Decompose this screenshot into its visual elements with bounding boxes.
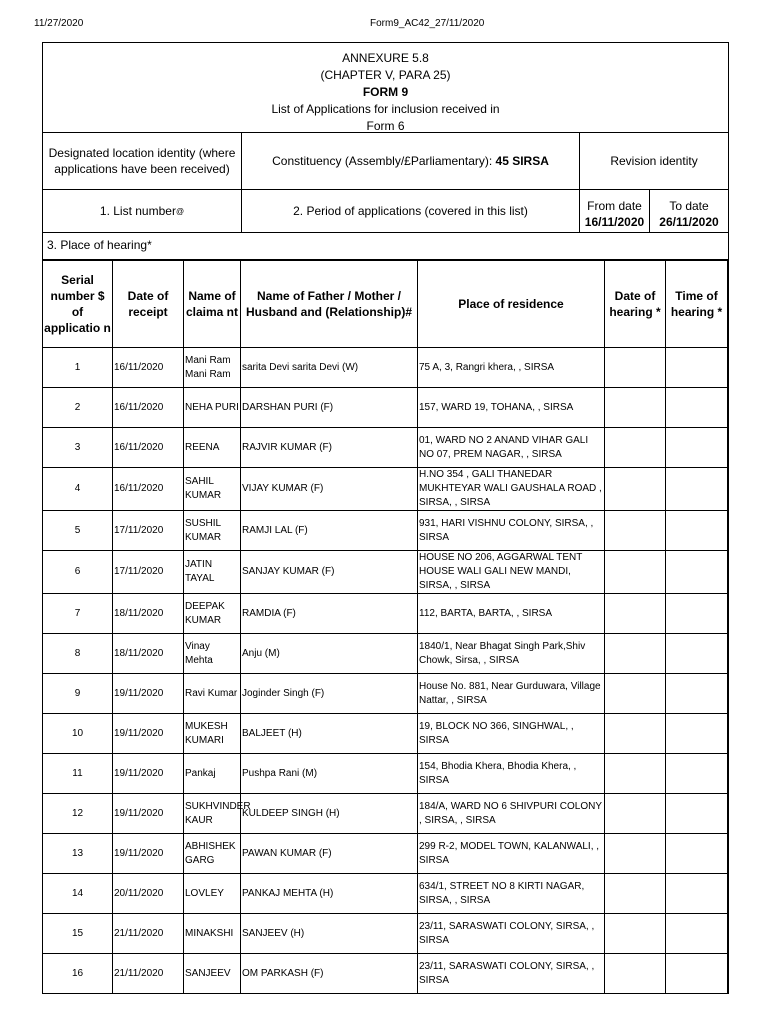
- relation-cell: PANKAJ MEHTA (H): [241, 874, 418, 914]
- claimant-name-cell: DEEPAK KUMAR: [184, 594, 241, 634]
- residence-cell: 19, BLOCK NO 366, SINGHWAL, , SIRSA: [418, 714, 605, 754]
- date-hearing-cell: [605, 834, 666, 874]
- date-receipt-cell: 19/11/2020: [113, 754, 184, 794]
- date-hearing-cell: [605, 634, 666, 674]
- claimant-name-cell: NEHA PURI: [184, 388, 241, 428]
- date-hearing-cell: [605, 428, 666, 468]
- col-date-receipt: Date of receipt: [113, 261, 184, 348]
- date-receipt-cell: 21/11/2020: [113, 954, 184, 994]
- time-hearing-cell: [666, 348, 728, 388]
- constituency-label: Constituency (Assembly/£Parliamentary):: [272, 154, 493, 168]
- date-hearing-cell: [605, 674, 666, 714]
- residence-cell: 112, BARTA, BARTA, , SIRSA: [418, 594, 605, 634]
- col-relation: Name of Father / Mother / Husband and (Relationship)#: [241, 261, 418, 348]
- claimant-name-cell: Ravi Kumar: [184, 674, 241, 714]
- table-row: [43, 511, 728, 551]
- serial-cell: 10: [43, 714, 113, 754]
- list-number-label: 1. List number: [99, 204, 176, 218]
- serial-cell: 6: [43, 551, 113, 594]
- relation-cell: RAJVIR KUMAR (F): [241, 428, 418, 468]
- serial-cell: 12: [43, 794, 113, 834]
- date-receipt-cell: 19/11/2020: [113, 834, 184, 874]
- place-of-hearing: 3. Place of hearing*: [43, 233, 728, 260]
- date-hearing-cell: [605, 348, 666, 388]
- time-hearing-cell: [666, 428, 728, 468]
- serial-cell: 1: [43, 348, 113, 388]
- date-receipt-cell: 17/11/2020: [113, 551, 184, 594]
- serial-cell: 5: [43, 511, 113, 551]
- table-row: [43, 714, 728, 754]
- time-hearing-cell: [666, 511, 728, 551]
- date-hearing-cell: [605, 754, 666, 794]
- relation-cell: OM PARKASH (F): [241, 954, 418, 994]
- date-hearing-cell: [605, 954, 666, 994]
- table-row: [43, 914, 728, 954]
- annexure-line: ANNEXURE 5.8: [342, 51, 429, 65]
- residence-cell: 01, WARD NO 2 ANAND VIHAR GALI NO 07, PREM NAGAR, , SIRSA: [418, 428, 605, 468]
- col-serial: Serial number $ of applicatio n: [43, 261, 113, 348]
- list-period-row: [43, 190, 728, 233]
- print-date: 11/27/2020: [34, 18, 84, 29]
- serial-cell: 13: [43, 834, 113, 874]
- table-row: [43, 954, 728, 994]
- date-hearing-cell: [605, 874, 666, 914]
- time-hearing-cell: [666, 388, 728, 428]
- relation-cell: RAMJI LAL (F): [241, 511, 418, 551]
- time-hearing-cell: [666, 874, 728, 914]
- to-date-cell: [650, 190, 728, 232]
- date-hearing-cell: [605, 794, 666, 834]
- col-residence: Place of residence: [418, 261, 605, 348]
- form-reference: Form 6: [366, 119, 405, 133]
- residence-cell: 154, Bhodia Khera, Bhodia Khera, , SIRSA: [418, 754, 605, 794]
- claimant-name-cell: SUSHIL KUMAR: [184, 511, 241, 551]
- col-date-hearing: Date of hearing *: [605, 261, 666, 348]
- relation-cell: VIJAY KUMAR (F): [241, 468, 418, 511]
- residence-cell: 23/11, SARASWATI COLONY, SIRSA, , SIRSA: [418, 954, 605, 994]
- date-hearing-cell: [605, 551, 666, 594]
- time-hearing-cell: [666, 714, 728, 754]
- constituency-value: 45 SIRSA: [495, 154, 549, 168]
- relation-cell: BALJEET (H): [241, 714, 418, 754]
- time-hearing-cell: [666, 794, 728, 834]
- serial-cell: 16: [43, 954, 113, 994]
- relation-cell: SANJAY KUMAR (F): [241, 551, 418, 594]
- table-row: [43, 634, 728, 674]
- claimant-name-cell: Vinay Mehta: [184, 634, 241, 674]
- claimant-name-cell: MUKESH KUMARI: [184, 714, 241, 754]
- document-title: Form9_AC42_27/11/2020: [370, 18, 485, 29]
- from-date-label: From date: [587, 199, 642, 213]
- residence-cell: H.NO 354 , GALI THANEDAR MUKHTEYAR WALI GAUSHALA ROAD , SIRSA, , SIRSA: [418, 468, 605, 511]
- residence-cell: 299 R-2, MODEL TOWN, KALANWALI, , SIRSA: [418, 834, 605, 874]
- claimant-name-cell: ABHISHEK GARG: [184, 834, 241, 874]
- relation-cell: DARSHAN PURI (F): [241, 388, 418, 428]
- residence-cell: 157, WARD 19, TOHANA, , SIRSA: [418, 388, 605, 428]
- claimant-name-cell: Mani Ram Mani Ram: [184, 348, 241, 388]
- claimant-name-cell: SANJEEV: [184, 954, 241, 994]
- table-row: [43, 468, 728, 511]
- residence-cell: HOUSE NO 206, AGGARWAL TENT HOUSE WALI GALI NEW MANDI, SIRSA, , SIRSA: [418, 551, 605, 594]
- table-row: [43, 388, 728, 428]
- date-hearing-cell: [605, 511, 666, 551]
- date-receipt-cell: 18/11/2020: [113, 594, 184, 634]
- serial-cell: 7: [43, 594, 113, 634]
- table-row: [43, 551, 728, 594]
- serial-cell: 9: [43, 674, 113, 714]
- table-header-row: [43, 261, 728, 348]
- date-receipt-cell: 17/11/2020: [113, 511, 184, 551]
- date-hearing-cell: [605, 914, 666, 954]
- residence-cell: 1840/1, Near Bhagat Singh Park,Shiv Chowk, Sirsa, , SIRSA: [418, 634, 605, 674]
- applications-table: [42, 260, 728, 994]
- table-row: [43, 834, 728, 874]
- relation-cell: Joginder Singh (F): [241, 674, 418, 714]
- residence-cell: House No. 881, Near Gurduwara, Village Nattar, , SIRSA: [418, 674, 605, 714]
- table-row: [43, 794, 728, 834]
- table-row: [43, 874, 728, 914]
- form-description: List of Applications for inclusion received in: [271, 102, 500, 116]
- col-name: Name of claima nt: [184, 261, 241, 348]
- col-time-hearing: Time of hearing *: [666, 261, 728, 348]
- table-row: [43, 428, 728, 468]
- relation-cell: SANJEEV (H): [241, 914, 418, 954]
- designated-location: Designated location identity (where applications have been received): [43, 133, 242, 189]
- serial-cell: 3: [43, 428, 113, 468]
- relation-cell: RAMDIA (F): [241, 594, 418, 634]
- time-hearing-cell: [666, 674, 728, 714]
- table-row: [43, 754, 728, 794]
- date-receipt-cell: 19/11/2020: [113, 794, 184, 834]
- list-number: 1. List number @: [43, 190, 242, 232]
- date-receipt-cell: 16/11/2020: [113, 388, 184, 428]
- serial-cell: 11: [43, 754, 113, 794]
- date-receipt-cell: 19/11/2020: [113, 674, 184, 714]
- claimant-name-cell: LOVLEY: [184, 874, 241, 914]
- time-hearing-cell: [666, 551, 728, 594]
- residence-cell: 634/1, STREET NO 8 KIRTI NAGAR, SIRSA, , SIRSA: [418, 874, 605, 914]
- period-label: 2. Period of applications (covered in this list): [242, 190, 580, 232]
- claimant-name-cell: MINAKSHI: [184, 914, 241, 954]
- claimant-name-cell: REENA: [184, 428, 241, 468]
- form-number: FORM 9: [362, 85, 409, 99]
- date-receipt-cell: 20/11/2020: [113, 874, 184, 914]
- date-receipt-cell: 18/11/2020: [113, 634, 184, 674]
- time-hearing-cell: [666, 834, 728, 874]
- date-receipt-cell: 16/11/2020: [113, 428, 184, 468]
- time-hearing-cell: [666, 914, 728, 954]
- time-hearing-cell: [666, 754, 728, 794]
- time-hearing-cell: [666, 634, 728, 674]
- table-row: [43, 594, 728, 634]
- date-hearing-cell: [605, 594, 666, 634]
- date-hearing-cell: [605, 714, 666, 754]
- residence-cell: 75 A, 3, Rangri khera, , SIRSA: [418, 348, 605, 388]
- serial-cell: 8: [43, 634, 113, 674]
- annexure-heading: [43, 43, 728, 133]
- serial-cell: 4: [43, 468, 113, 511]
- relation-cell: KULDEEP SINGH (H): [241, 794, 418, 834]
- date-hearing-cell: [605, 388, 666, 428]
- from-date-cell: [580, 190, 650, 232]
- claimant-name-cell: SAHIL KUMAR: [184, 468, 241, 511]
- date-receipt-cell: 19/11/2020: [113, 714, 184, 754]
- time-hearing-cell: [666, 954, 728, 994]
- chapter-line: (CHAPTER V, PARA 25): [320, 68, 451, 82]
- residence-cell: 931, HARI VISHNU COLONY, SIRSA, , SIRSA: [418, 511, 605, 551]
- residence-cell: 23/11, SARASWATI COLONY, SIRSA, , SIRSA: [418, 914, 605, 954]
- serial-cell: 14: [43, 874, 113, 914]
- identity-row: [43, 133, 728, 190]
- to-date: 26/11/2020: [659, 215, 719, 229]
- form-frame: [42, 42, 729, 994]
- serial-cell: 2: [43, 388, 113, 428]
- table-row: [43, 674, 728, 714]
- time-hearing-cell: [666, 468, 728, 511]
- date-receipt-cell: 16/11/2020: [113, 468, 184, 511]
- date-receipt-cell: 21/11/2020: [113, 914, 184, 954]
- date-hearing-cell: [605, 468, 666, 511]
- date-receipt-cell: 16/11/2020: [113, 348, 184, 388]
- constituency: [242, 133, 580, 189]
- claimant-name-cell: Pankaj: [184, 754, 241, 794]
- table-row: [43, 348, 728, 388]
- relation-cell: Pushpa Rani (M): [241, 754, 418, 794]
- claimant-name-cell: SUKHVINDER KAUR: [184, 794, 241, 834]
- relation-cell: Anju (M): [241, 634, 418, 674]
- revision-identity: Revision identity: [610, 154, 698, 168]
- relation-cell: sarita Devi sarita Devi (W): [241, 348, 418, 388]
- residence-cell: 184/A, WARD NO 6 SHIVPURI COLONY , SIRSA, , SIRSA: [418, 794, 605, 834]
- to-date-label: To date: [669, 199, 709, 213]
- relation-cell: PAWAN KUMAR (F): [241, 834, 418, 874]
- time-hearing-cell: [666, 594, 728, 634]
- claimant-name-cell: JATIN TAYAL: [184, 551, 241, 594]
- serial-cell: 15: [43, 914, 113, 954]
- from-date: 16/11/2020: [584, 215, 645, 229]
